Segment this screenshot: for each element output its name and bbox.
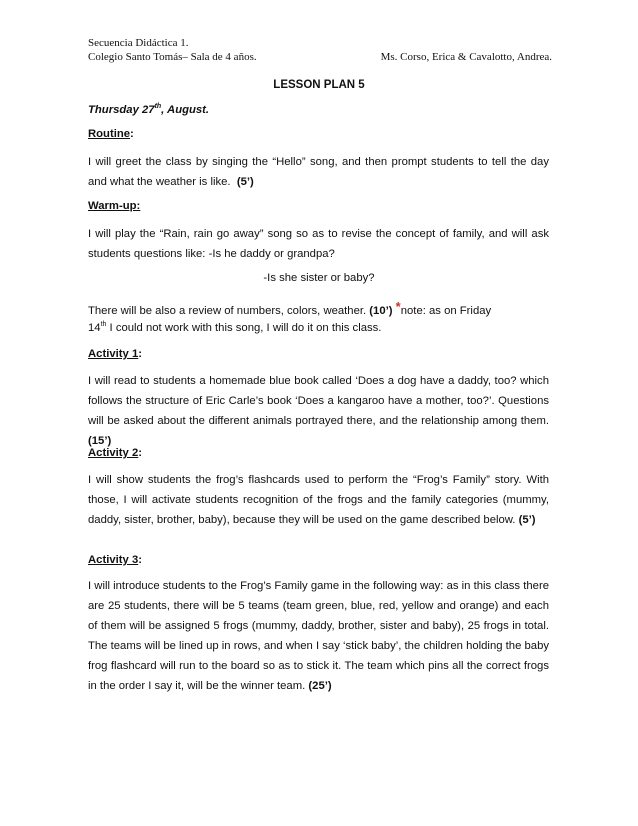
warmup-paragraph: I will play the “Rain, rain go away” song so as to revise the concept of family, and will ask students questions like: -Is he daddy or grandpa? (88, 228, 549, 260)
activity1-heading-text: Activity 1 (88, 348, 139, 360)
routine-heading: Routine: (88, 128, 134, 140)
warmup-note-line-2 (88, 318, 549, 338)
activity3-text: I will introduce students to the Frog’s Family game in the following way: as in this class there are 25 students, there will be 5 teams (team green, blue, red, yellow and orange) and each of them will be assigned 5 frogs (mummy, daddy, brother, sister and baby), 25 frogs in total. The teams will be lined up in rows, and when I say ‘stick baby’, the children holding the baby frog flashcard will run to the board so as to stick it. The team which pins all the correct frogs in the order I say it, will be the winner team. (88, 580, 549, 692)
date-prefix: Thursday 27 (88, 104, 155, 116)
note-day: 14 (88, 322, 101, 334)
routine-paragraph (88, 152, 549, 192)
activity3-time: (25’) (308, 680, 332, 692)
note-line-2-text: I could not work with this song, I will do it on this class. (106, 322, 382, 334)
activity2-paragraph (88, 470, 549, 530)
activity3-heading-text: Activity 3 (88, 554, 139, 566)
activity2-text: I will show students the frog’s flashcards used to perform the “Frog’s Family” story. With those, I will activate students recognition of the frogs and the family categories (mummy, daddy, sister, brother, baby), because they will be used on the game described below. (88, 474, 549, 526)
header-teachers: Ms. Corso, Erica & Cavalotto, Andrea. (380, 51, 552, 63)
header-school: Colegio Santo Tomás– Sala de 4 años. (88, 51, 257, 63)
activity2-time: (5’) (518, 514, 536, 526)
activity3-paragraph (88, 576, 549, 696)
activity2-heading-text: Activity 2 (88, 447, 139, 459)
activity1-text: I will read to students a homemade blue book called ‘Does a dog have a daddy, too? which follows the structure of Eric Carle’s book ‘Does a kangaroo have a mother, too?’. Questions will be asked about the different animals portrayed there, and the relationship among them. (88, 375, 549, 427)
date-sup: th (154, 103, 162, 110)
activity3-heading: Activity 3: (88, 554, 142, 566)
lesson-date (88, 100, 549, 120)
warmup-heading (88, 196, 549, 216)
note-star: * (395, 299, 401, 314)
routine-text: I will greet the class by singing the “Hello” song, and then prompt students to tell the day and what the weather is like. (88, 156, 549, 188)
warmup-note-text: note: as on Friday (400, 305, 492, 317)
activity1-paragraph (88, 371, 549, 451)
activity1-time: (15’) (88, 435, 112, 447)
routine-time: (5’) (236, 176, 254, 188)
activity1-heading: Activity 1: (88, 348, 142, 360)
warmup-review-time: (10’) (369, 305, 393, 317)
warmup-question-2: -Is she sister or baby? (263, 272, 375, 284)
warmup-heading-text: Warm-up: (88, 200, 141, 212)
note-day-sup: th (100, 321, 107, 328)
activity2-heading: Activity 2: (88, 447, 142, 459)
routine-heading-text: Routine (88, 128, 131, 140)
warmup-review-text: There will be also a review of numbers, colors, weather. (88, 305, 367, 317)
date-suffix: , August. (161, 104, 210, 116)
header-line-1: Secuencia Didáctica 1. (88, 37, 189, 49)
lesson-title: LESSON PLAN 5 (273, 79, 365, 91)
